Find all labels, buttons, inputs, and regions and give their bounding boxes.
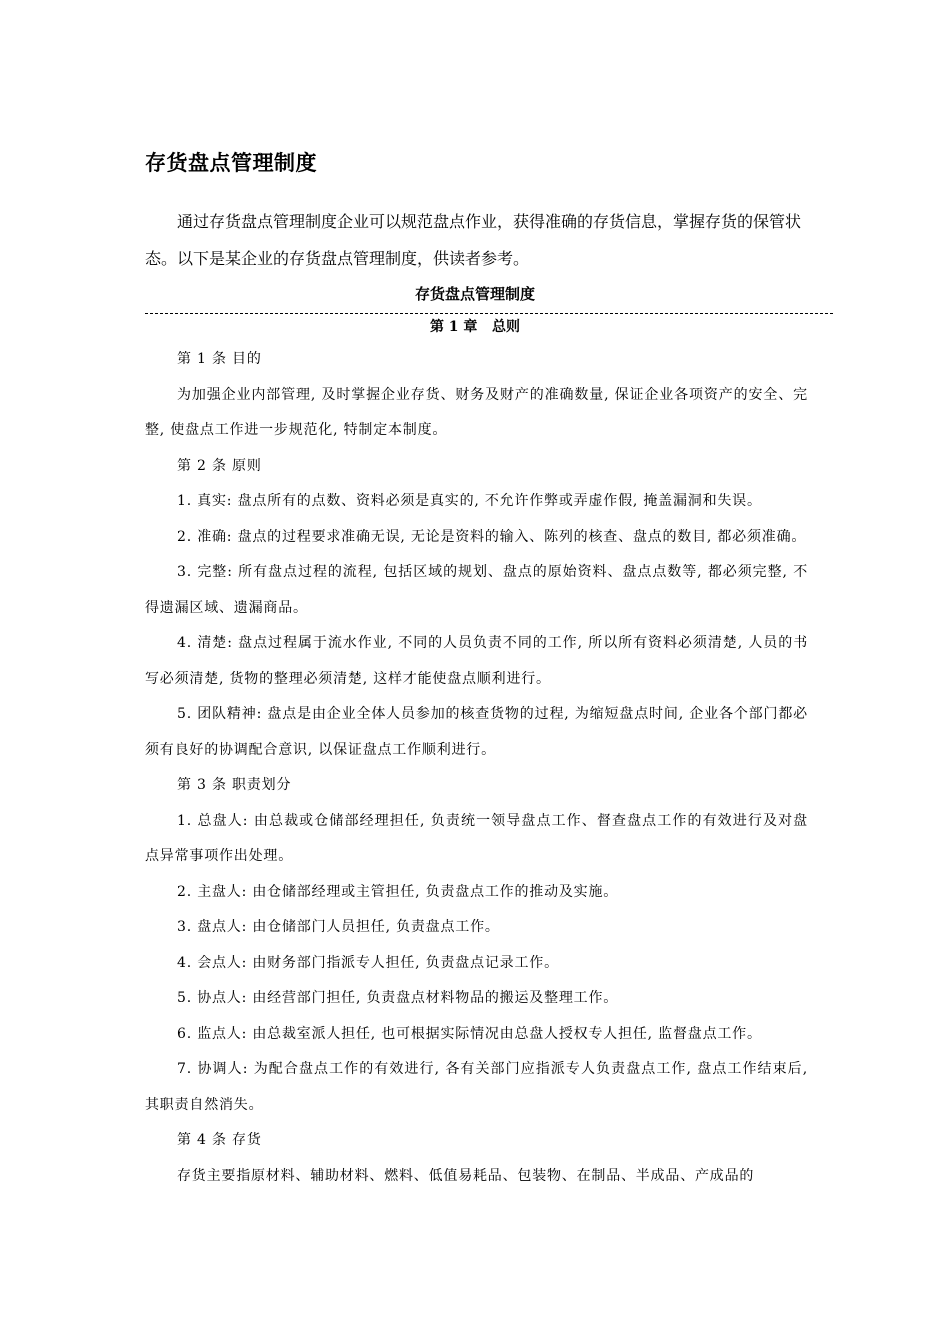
article-3-item: 5. 协点人: 由经营部门担任, 负责盘点材料物品的搬运及整理工作。 (177, 990, 619, 1006)
document-title: 存货盘点管理制度 (145, 151, 317, 175)
intro-text: 通过存货盘点管理制度企业可以规范盘点作业，获得准确的存货信息，掌握存货的保管状态。以下是某企业的存货盘点管理制度，供读者参考。 (145, 212, 802, 268)
article-3-item: 6. 监点人: 由总裁室派人担任, 也可根据实际情况由总盘人授权专人担任, 监督盘点工作。 (177, 1025, 762, 1042)
article-2-item: 3. 完整: 所有盘点过程的流程, 包括区域的规划、盘点的原始资料、盘点点数等, 都必须完整, 不得遗漏区域、遗漏商品。 (145, 564, 808, 616)
article-1-text: 为加强企业内部管理, 及时掌握企业存货、财务及财产的准确数量, 保证企业各项资产的安全、完整, 使盘点工作进一步规范化, 特制定本制度。 (145, 386, 808, 438)
article-2-item: 5. 团队精神: 盘点是由企业全体人员参加的核查货物的过程, 为缩短盘点时间, 企业各个部门都必须有良好的协调配合意识, 以保证盘点工作顺利进行。 (145, 706, 808, 758)
article-3-item: 2. 主盘人: 由仓储部经理或主管担任, 负责盘点工作的推动及实施。 (177, 883, 619, 900)
article-3-item: 4. 会点人: 由财务部门指派专人担任, 负责盘点记录工作。 (177, 954, 559, 971)
document-body (145, 342, 808, 1194)
article-1-heading: 第 1 条 目的 (177, 351, 262, 367)
intro-paragraph (145, 203, 805, 277)
article-2-item: 2. 准确: 盘点的过程要求准确无误, 无论是资料的输入、陈列的核查、盘点的数目, 都必须准确。 (177, 528, 807, 545)
section-title: 存货盘点管理制度 (414, 285, 535, 303)
article-3-heading: 第 3 条 职责划分 (177, 777, 292, 793)
chapter-heading: 第 1 章 总则 (429, 319, 521, 335)
article-4-text: 存货主要指原材料、辅助材料、燃料、低值易耗品、包装物、在制品、半成品、产成品的 (177, 1167, 755, 1184)
article-3-item: 7. 协调人: 为配合盘点工作的有效进行, 各有关部门应指派专人负责盘点工作, 盘点工作结束后, 其职责自然消失。 (145, 1061, 808, 1113)
dashed-divider (145, 313, 833, 314)
article-2-heading: 第 2 条 原则 (177, 457, 262, 474)
article-4-heading: 第 4 条 存货 (177, 1132, 262, 1148)
article-3-item: 3. 盘点人: 由仓储部门人员担任, 负责盘点工作。 (177, 919, 500, 935)
article-2-item: 4. 清楚: 盘点过程属于流水作业, 不同的人员负责不同的工作, 所以所有资料必须清楚, 人员的书写必须清楚, 货物的整理必须清楚, 这样才能使盘点顺利进行。 (145, 635, 808, 687)
article-2-item: 1. 真实: 盘点所有的点数、资料必须是真实的, 不允许作弊或弄虚作假, 掩盖漏洞和失误。 (177, 493, 762, 509)
article-3-item: 1. 总盘人: 由总裁或仓储部经理担任, 负责统一领导盘点工作、督查盘点工作的有效进行及对盘点异常事项作出处理。 (145, 812, 808, 864)
